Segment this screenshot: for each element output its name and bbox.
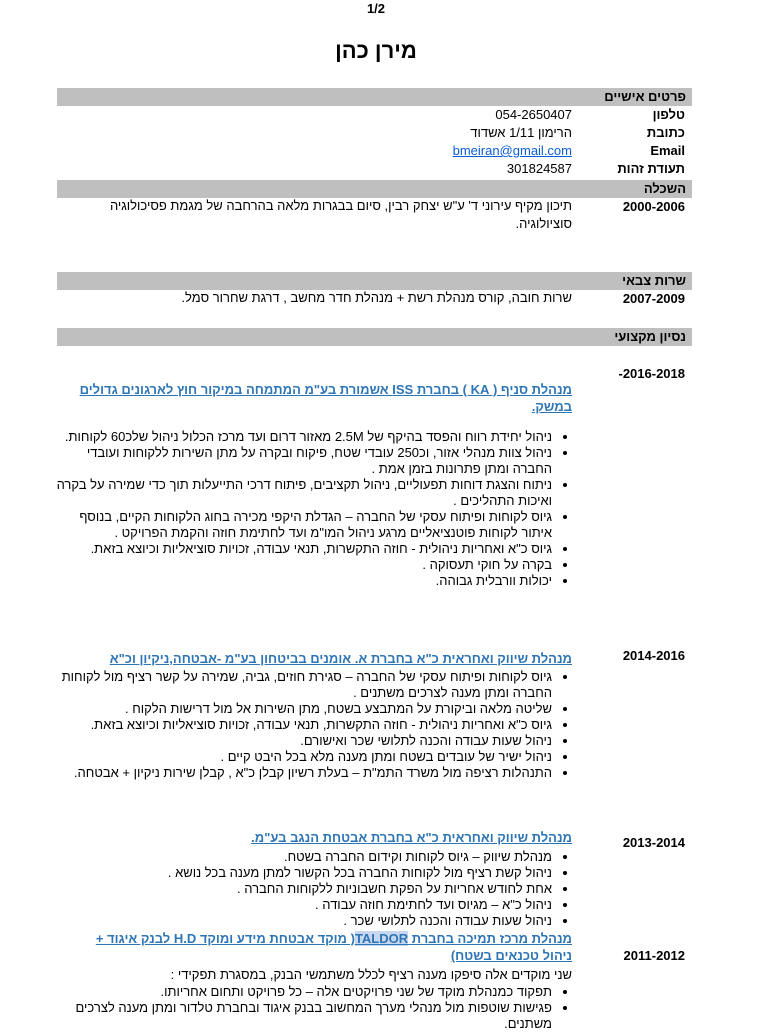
section-header-experience: נסיון מקצועי (57, 328, 692, 346)
list-item: • פגישות שוטפות מול מנהלי מערך המחשוב בבנק איגוד ובחברת טלדור ומתן מענה לצרכים משתנים. (56, 1000, 552, 1032)
list-item: • ניהול יחידת רווח והפסד בהיקף של 2.5M מאזור דרום ועד מרכז הכלול ניהול שלכ60 לקוחות. (56, 429, 552, 445)
section-header-personal: פרטים אישיים (57, 88, 692, 106)
job-bullet-list (56, 849, 572, 929)
military-text: שרות חובה, קורס מנהלת רשת + מנהלת חדר מחשב , דרגת שחרור סמל. (181, 290, 572, 305)
list-item: • מנהלת שיווק – גיוס לקוחות וקידום החברה בשטח. (56, 849, 552, 865)
job-title[interactable]: מנהלת שיווק ואחראית כ"א בחברת א. אומנים בביטחון בע"מ -אבטחה,ניקיון וכ"א (109, 651, 572, 666)
list-item: • גיוס כ"א ואחריות ניהולית - חוזה התקשרות, תנאי עבודה, זכויות סוציאליות וכיוצא בזאת. (56, 541, 552, 557)
page-number: 1/2 (366, 1, 386, 16)
label-id-number: תעודת זהות (617, 161, 685, 176)
job-bullet-list (56, 429, 572, 589)
list-item: • ניתוח והצגת דוחות תפעוליים, ניהול תקציבים, פיתוח דרכי התייעלות תוך כדי שמירה על בקרה ואיכות התהליכים . (56, 477, 552, 509)
list-item: • התנהלות רציפה מול משרד התמ"ת – בעלת רשיון קבלן כ"א , קבלן שירות ניקיון + אבטחה. (56, 765, 552, 781)
list-item: • גיוס כ"א ואחריות ניהולית - חוזה התקשרות, תנאי עבודה, זכויות סוציאליות וכיוצא בזאת. (56, 717, 552, 733)
value-address: הרימון 1/11 אשדוד (470, 125, 572, 140)
job-title[interactable] (72, 930, 572, 964)
label-address: כתובת (646, 125, 685, 140)
email-link[interactable]: bmeiran@gmail.com (452, 143, 572, 158)
list-item: • ניהול ישיר של עובדים בשטח ומתן מענה מלא בכל היבט קיים . (56, 749, 552, 765)
list-item: • גיוס לקוחות ופיתוח עסקי של החברה – סגירת חוזים, גביה, שמירה על קשר רציף מול לקוחות החברה ומתן מענה לצרכים משתנים . (56, 669, 552, 701)
job-years: 2013-2014 (622, 835, 685, 850)
list-item: • תפקוד כמנהלת מוקד של שני פרויקטים אלה – כל פרויקט ותחום אחריותו. (56, 984, 552, 1000)
list-item: • שליטה מלאה וביקורת על המתבצע בשטח, מתן השירות אל מול דרישות הלקוח . (56, 701, 552, 717)
value-phone: 054-2650407 (495, 107, 572, 122)
job-intro: שני מוקדים אלה סיפקו מענה רציף לכלל משתמשי הבנק, במסגרת תפקידי : (170, 967, 572, 982)
job-years: 2014-2016 (622, 648, 685, 663)
job-title[interactable]: מנהלת סניף ( KA ) בחברת ISS אשמורת בע"מ המתמחה במיקור חוץ לארגונים גדולים במשק. (79, 382, 572, 414)
section-header-military: שרות צבאי (57, 272, 692, 290)
list-item: • ניהול שעות עבודה והכנה לתלושי שכר ואישורם. (56, 733, 552, 749)
label-email: Email (650, 143, 685, 158)
job-bullet-list (56, 984, 572, 1032)
education-text: תיכון מקיף עירוני ד' ע"ש יצחק רבין, סיום בבגרות מלאה בהרחבה של מגמת פסיכולוגיה סוציולוגיה. (109, 198, 572, 231)
list-item: • ניהול שעות עבודה והכנה לתלושי שכר . (56, 913, 552, 929)
candidate-name: מירן כהן (335, 38, 417, 63)
list-item: • ניהול קשת רציף מול לקוחות החברה בכל הקשור למתן מענה בכל נושא . (56, 865, 552, 881)
list-item: • בקרה על חוקי תעסוקה . (56, 557, 552, 573)
section-header-education: השכלה (57, 180, 692, 198)
list-item: • ניהול צוות מנהלי אזור, וכ250 עובדי שטח, פיקוח ובקרה על מתן השירות ללקוחות ועובדי החברה ומתן פתרונות בזמן אמת . (56, 445, 552, 477)
job-title-part: מנהלת מרכז תמיכה בחברת (408, 931, 572, 946)
job-years: 2011-2012 (623, 948, 685, 963)
job-title-part: ( מוקד אבטחת מידע ומוקד H.D לבנק איגוד + ניהול טכנאים בשטח) (95, 931, 572, 963)
list-item: • אחת לחודש אחריות על הפקת חשבוניות ללקוחות החברה . (56, 881, 552, 897)
list-item: • גיוס לקוחות ופיתוח עסקי של החברה – הגדלת היקפי מכירה בחוג הלקוחות הקיים, בנוסף איתור לקוחות פוטנציאליים מרגע ניהול המו"מ ועד לחתימת חוזה והקמת הפרויקט . (56, 509, 552, 541)
military-years: 2007-2009 (622, 291, 685, 306)
job-title[interactable]: מנהלת שיווק ואחראית כ"א בחברת אבטחת הנגב בע"מ. (251, 830, 572, 845)
value-id-number: 301824587 (506, 161, 572, 176)
job-bullet-list (56, 669, 572, 781)
job-years: -2016-2018 (618, 366, 685, 381)
education-years: 2000-2006 (622, 199, 685, 214)
job-title-highlight: TALDOR (354, 931, 409, 946)
label-phone: טלפון (652, 107, 685, 122)
list-item: • יכולות וורבלית גבוהה. (56, 573, 552, 589)
list-item: • ניהול כ"א – מגיוס ועד לחתימת חוזה עבודה . (56, 897, 552, 913)
